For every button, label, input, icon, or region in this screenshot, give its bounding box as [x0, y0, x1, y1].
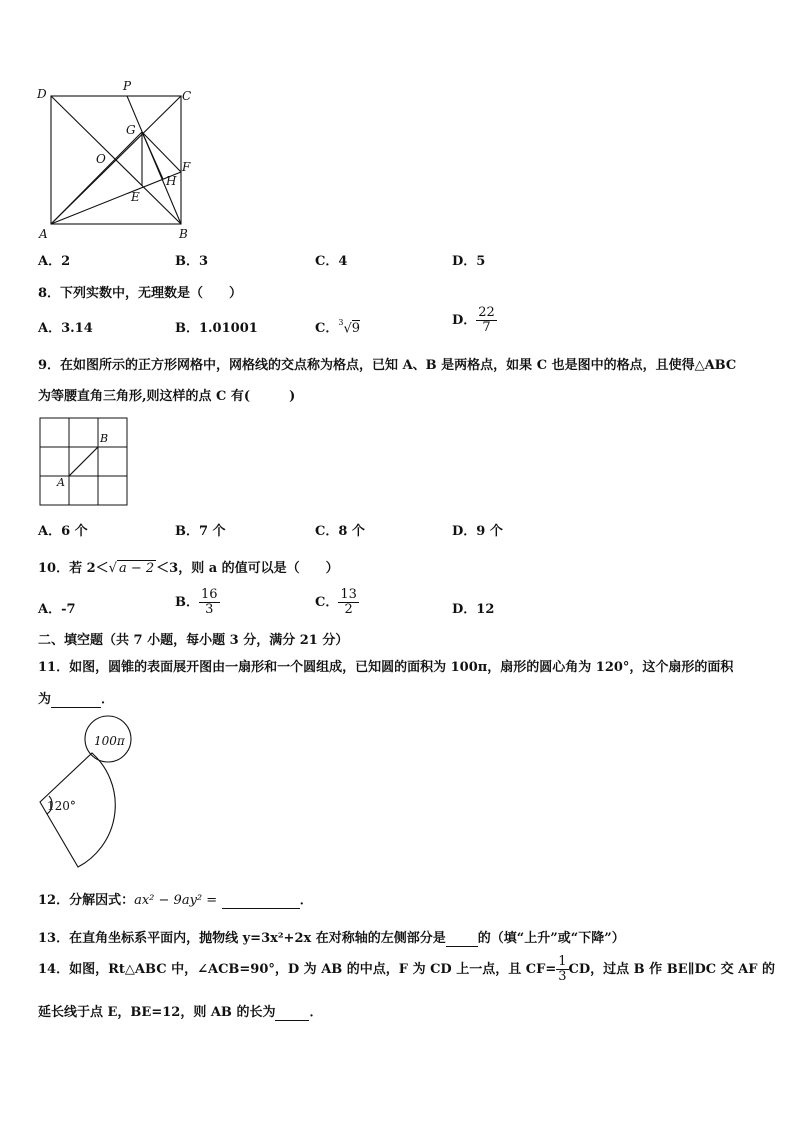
- q9-option-d[interactable]: D．9 个: [452, 524, 503, 539]
- q7-option-b[interactable]: B．3: [175, 254, 209, 269]
- q10-stem-prefix: 10．若 2＜: [38, 561, 109, 576]
- q10-option-b-prefix: B．: [175, 595, 199, 610]
- sector-angle-label: 120°: [47, 799, 76, 813]
- q13-suffix: 的（填“上升”或“下降”）: [477, 931, 625, 946]
- q8-option-c-prefix: C．: [315, 321, 339, 336]
- q8-option-c[interactable]: C．$^3$√9: [315, 317, 361, 336]
- q14-answer-blank[interactable]: [275, 1005, 309, 1021]
- label-h: H: [166, 174, 177, 188]
- q10-option-d[interactable]: D．12: [452, 602, 495, 617]
- q14-frac-numerator: 1: [558, 954, 567, 969]
- q12-prefix: 12．分解因式：: [38, 893, 135, 908]
- q13-prefix: 13．在直角坐标系平面内，抛物线 y=3x²+2x 在对称轴的左侧部分是: [38, 931, 446, 946]
- q9-option-c[interactable]: C．8 个: [315, 524, 365, 539]
- label-b: B: [179, 227, 188, 241]
- q14-stem-line2: [38, 1001, 322, 1021]
- q9-stem-line1: 9．在如图所示的正方形网格中，网格线的交点称为格点，已知 A、B 是两格点，如果 C 也是图中的格点，且使得△ABC: [38, 358, 737, 373]
- q11-line2-suffix: ．: [101, 692, 115, 707]
- label-a: A: [39, 227, 48, 241]
- q12-suffix: ．: [299, 893, 313, 908]
- q7-option-a[interactable]: A．2: [38, 254, 71, 269]
- q10-option-a[interactable]: A．-7: [38, 602, 76, 617]
- q12-stem: [38, 889, 313, 909]
- q8-stem: 8．下列实数中，无理数是（ ）: [38, 286, 243, 301]
- q13-answer-blank[interactable]: [446, 931, 478, 947]
- q9-stem-line2: 为等腰直角三角形,则这样的点 C 有( ): [38, 389, 296, 404]
- q12-expression: ax² − 9ay² =: [134, 893, 218, 908]
- q8-option-d-prefix: D．: [452, 313, 477, 328]
- q10-radicand: a − 2: [118, 561, 155, 576]
- circle-area-label: 100π: [94, 734, 125, 748]
- q10-c-denominator: 2: [344, 602, 353, 617]
- q7-option-d[interactable]: D．5: [452, 254, 486, 269]
- q10-stem-suffix: ＜3，则 a 的值可以是（ ）: [156, 561, 339, 576]
- q10-option-c[interactable]: [315, 588, 359, 617]
- grid-figure: [38, 416, 130, 508]
- label-p: P: [123, 79, 132, 93]
- q8-d-denominator: 7: [482, 320, 491, 335]
- q10-option-b[interactable]: [175, 588, 220, 617]
- label-g: G: [126, 123, 136, 137]
- q11-stem-line1: 11．如图，圆锥的表面展开图由一扇形和一个圆组成，已知圆的面积为 100π，扇形的圆心角为 120°，这个扇形的面积: [38, 660, 734, 675]
- grid-label-b: B: [100, 432, 109, 445]
- q8-option-d[interactable]: [452, 306, 497, 335]
- q10-c-numerator: 13: [340, 587, 357, 602]
- q8-option-b[interactable]: B．1.01001: [175, 321, 258, 336]
- q8-cbrt-index: 3: [338, 317, 344, 327]
- q13-stem: [38, 927, 625, 947]
- q14-line2-suffix: ．: [309, 1005, 323, 1020]
- q11-answer-blank[interactable]: [51, 692, 101, 708]
- q9-option-a[interactable]: A．6 个: [38, 524, 88, 539]
- q11-stem-line2: [38, 688, 114, 708]
- label-e: E: [131, 190, 140, 204]
- q11-line2-prefix: 为: [38, 692, 52, 707]
- q10-option-c-prefix: C．: [315, 595, 339, 610]
- q14-line1-prefix: 14．如图，Rt△ABC 中，∠ACB=90°，D 为 AB 的中点，F 为 CD 上一点，且 CF=: [38, 962, 557, 977]
- q10-stem: 10．若 2＜√ a − 2 ＜3，则 a 的值可以是（ ）: [38, 561, 339, 576]
- q10-b-numerator: 16: [201, 587, 218, 602]
- q9-option-b[interactable]: B．7 个: [175, 524, 226, 539]
- grid-label-a: A: [57, 476, 65, 489]
- q14-frac-denominator: 3: [558, 969, 567, 984]
- q8-cbrt-radicand: 9: [351, 321, 361, 336]
- q14-stem-line1: [38, 955, 775, 984]
- q10-b-denominator: 3: [205, 602, 214, 617]
- cone-net-figure: [36, 715, 156, 875]
- label-f: F: [182, 160, 191, 174]
- q7-option-c[interactable]: C．4: [315, 254, 348, 269]
- q14-line2-prefix: 延长线于点 E，BE=12，则 AB 的长为: [38, 1005, 276, 1020]
- label-d: D: [37, 87, 47, 101]
- square-figure: [34, 76, 200, 242]
- q8-d-numerator: 22: [478, 305, 495, 320]
- q8-option-a[interactable]: A．3.14: [38, 321, 93, 336]
- q12-answer-blank[interactable]: [222, 893, 300, 909]
- q14-line1-suffix: CD，过点 B 作 BE∥DC 交 AF 的: [568, 962, 775, 977]
- section-2-header: 二、填空题（共 7 小题，每小题 3 分，满分 21 分）: [38, 633, 349, 648]
- label-c: C: [182, 89, 192, 103]
- label-o: O: [96, 152, 106, 166]
